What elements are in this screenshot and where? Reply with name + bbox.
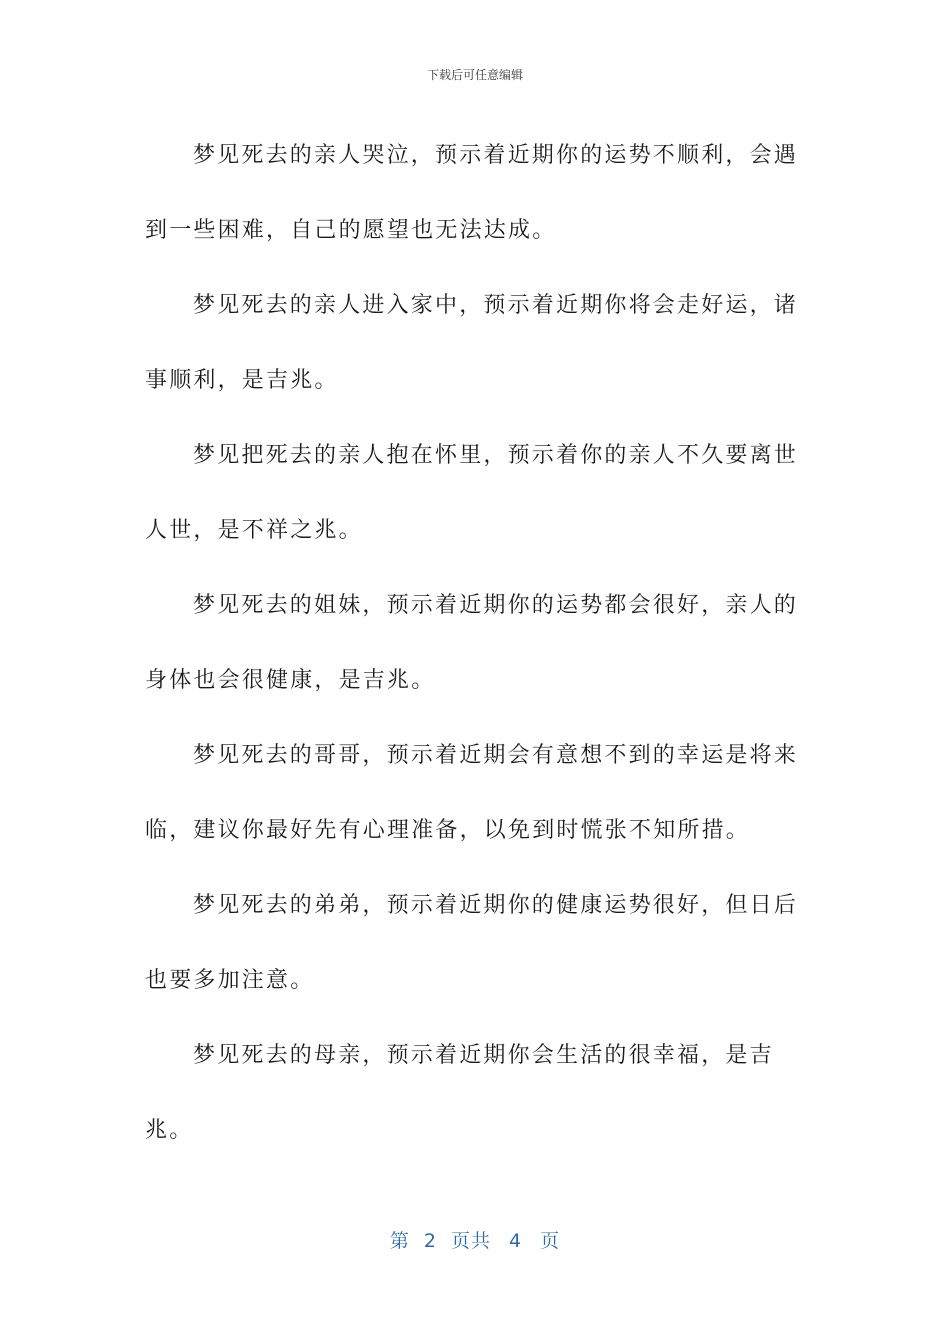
paragraph-7: 梦见死去的母亲，预示着近期你会生活的很幸福，是吉兆。 <box>145 1043 774 1143</box>
paragraph-4: 梦见死去的姐妹，预示着近期你的运势都会很好，亲人的身体也会很健康，是吉兆。 <box>145 593 799 693</box>
paragraph-5: 梦见死去的哥哥，预示着近期会有意想不到的幸运是将来临，建议你最好先有心理准备，以免到时慌张不知所措。 <box>145 743 799 843</box>
current-page-number: 2 <box>423 1230 437 1252</box>
page-footer-prefix: 第 <box>389 1230 410 1252</box>
total-pages-number: 4 <box>509 1230 523 1252</box>
paragraph-3: 梦见把死去的亲人抱在怀里，预示着你的亲人不久要离世人世，是不祥之兆。 <box>145 443 799 543</box>
paragraph-2: 梦见死去的亲人进入家中，预示着近期你将会走好运，诸事顺利，是吉兆。 <box>145 293 799 393</box>
page-footer <box>0 1226 950 1253</box>
paragraph-1: 梦见死去的亲人哭泣，预示着近期你的运势不顺利，会遇到一些困难，自己的愿望也无法达成。 <box>145 143 799 243</box>
paragraph-6: 梦见死去的弟弟，预示着近期你的健康运势很好，但日后也要多加注意。 <box>145 893 799 993</box>
header-note: 下载后可任意编辑 <box>426 68 523 82</box>
page-footer-suffix: 页 <box>540 1230 561 1252</box>
document-body <box>145 118 810 1168</box>
page-footer-middle: 页共 <box>450 1230 491 1252</box>
